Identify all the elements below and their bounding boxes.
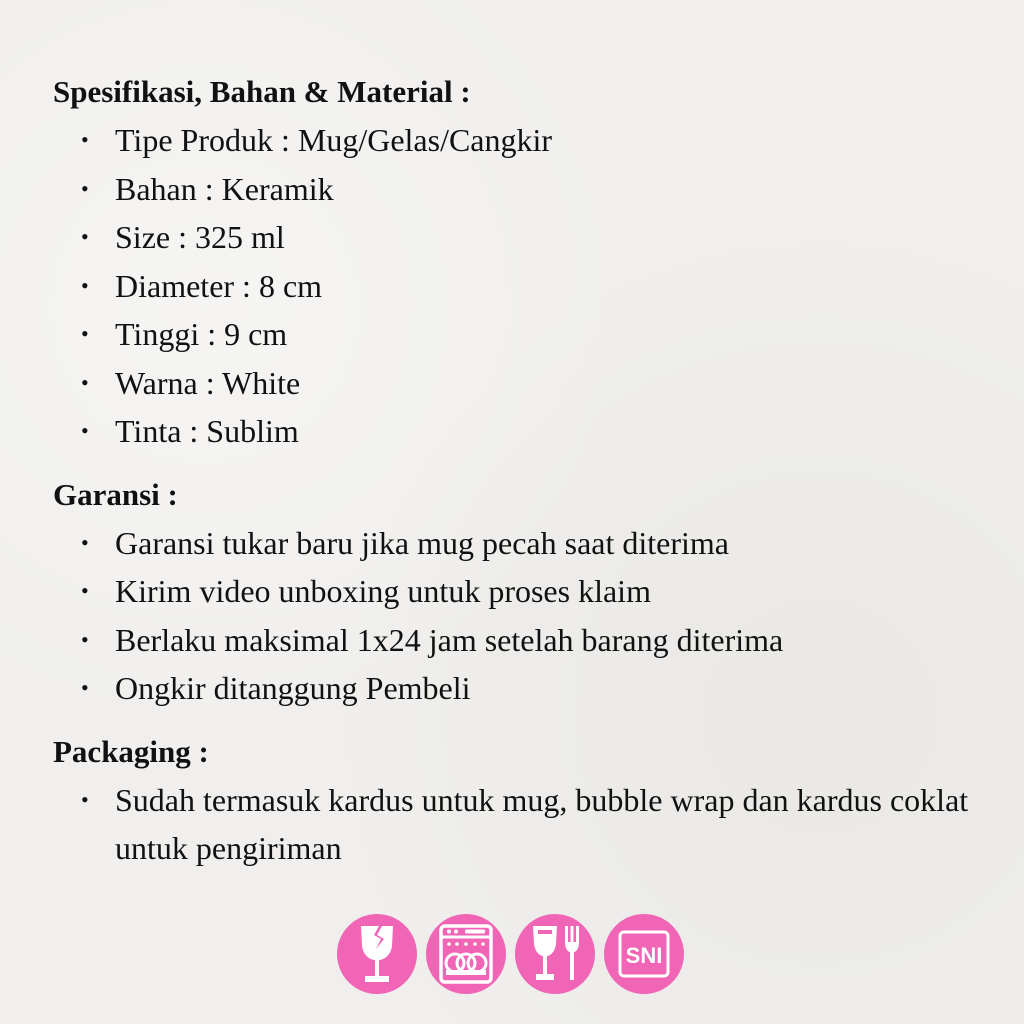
bullet: • — [81, 224, 89, 249]
spec-list — [53, 116, 993, 456]
list-item — [53, 359, 993, 408]
list-item — [53, 616, 993, 665]
spec-section-title: Spesifikasi, Bahan & Material : — [53, 74, 471, 109]
list-item — [53, 116, 993, 165]
bullet: • — [81, 272, 89, 298]
packaging-list — [53, 776, 993, 873]
sni-icon — [604, 914, 684, 994]
food-safe-icon — [515, 914, 595, 994]
list-item-text: Tinggi : 9 cm — [115, 316, 288, 352]
list-item-text: Kirim video unboxing untuk proses klaim — [115, 573, 651, 609]
list-item-text: Tinta : Sublim — [115, 413, 299, 449]
fragile-glass-icon — [337, 914, 417, 994]
bullet: • — [81, 127, 89, 152]
bullet: • — [81, 418, 89, 443]
packaging-section-title: Packaging : — [53, 733, 209, 769]
bullet: • — [81, 786, 89, 812]
list-item-text: Tipe Produk : Mug/Gelas/Cangkir — [115, 122, 553, 158]
product-specification — [53, 68, 993, 873]
list-item-text: Garansi tukar baru jika mug pecah saat diterima — [115, 524, 729, 561]
warranty-section-title: Garansi : — [53, 476, 178, 512]
list-item-text: Ongkir ditanggung Pembeli — [115, 670, 471, 706]
feature-icons — [337, 914, 684, 994]
warranty-list — [53, 519, 993, 713]
list-item — [53, 664, 993, 713]
list-item-text: Size : 325 ml — [115, 219, 285, 255]
bullet: • — [81, 175, 89, 201]
bullet: • — [81, 529, 89, 555]
section-spacer — [53, 713, 993, 728]
list-item — [53, 776, 993, 873]
list-item-text: Berlaku maksimal 1x24 jam setelah barang diterima — [115, 621, 784, 658]
list-item — [53, 519, 993, 568]
list-item — [53, 165, 993, 214]
list-item-text: Bahan : Keramik — [115, 170, 334, 207]
list-item — [53, 213, 993, 262]
list-item-text: Diameter : 8 cm — [115, 267, 323, 304]
bullet: • — [81, 675, 89, 700]
dishwasher-icon — [426, 914, 506, 994]
list-item — [53, 310, 993, 359]
bullet: • — [81, 321, 89, 346]
list-item-text: Warna : White — [115, 364, 301, 401]
bullet: • — [81, 369, 89, 395]
section-spacer — [53, 456, 993, 471]
list-item-text: Sudah termasuk kardus untuk mug, bubble wrap dan kardus coklat untuk pengiriman — [115, 781, 969, 866]
sni-label: SNI — [625, 943, 663, 968]
list-item — [53, 567, 993, 616]
bullet: • — [81, 626, 89, 652]
list-item — [53, 262, 993, 311]
list-item — [53, 407, 993, 456]
bullet: • — [81, 578, 89, 603]
